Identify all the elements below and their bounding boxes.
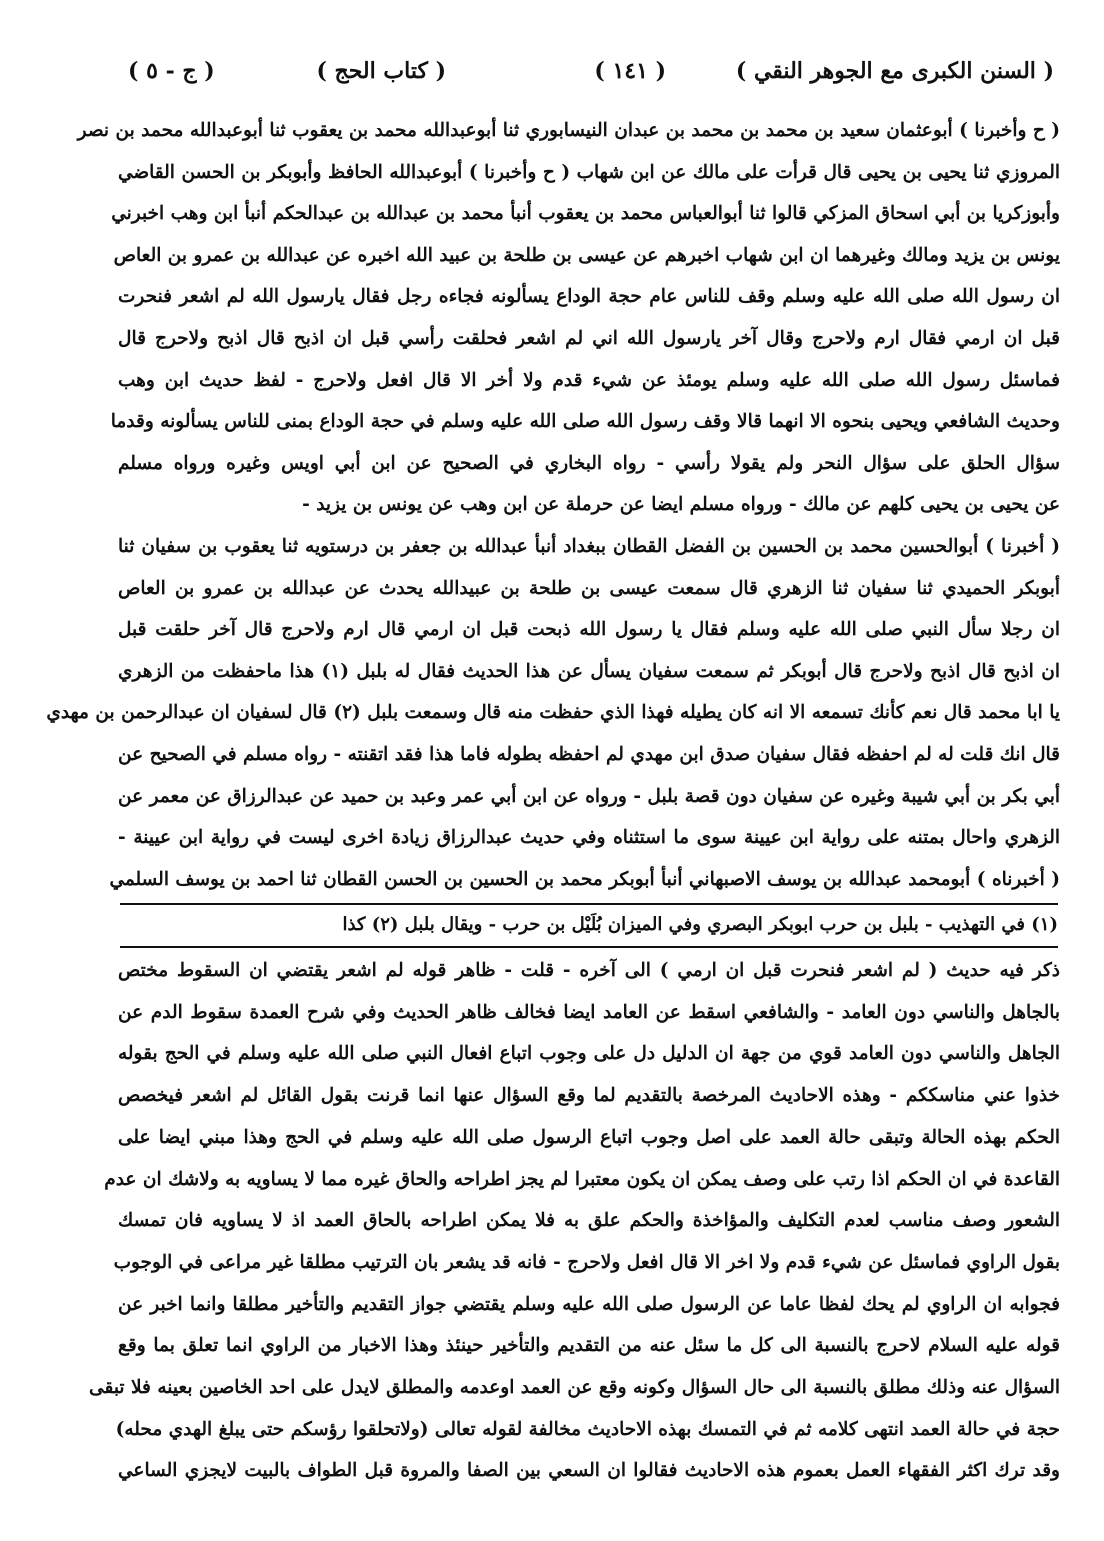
main-text-line: ان رسول الله صلى الله عليه وسلم وقف للناس عام حجة الوداع يسألونه فجاءه رجل فقال يارسول الله لم اشعر فنحرت — [118, 286, 1060, 308]
commentary-line: القاعدة في ان الحكم اذا رتب على وصف يمكن ان يكون معتبرا لم يجز اطراحه والحاق غيره مما لا يساويه به ولاشك ان عدم — [104, 1168, 1060, 1190]
main-text-line: وأبوزكريا بن أبي اسحاق المزكي قالوا ثنا أبوالعباس محمد بن يعقوب أنبأ محمد بن عبدالله بن عبدالحكم أنبأ ابن وهب اخبرني — [111, 203, 1060, 225]
commentary-line: قوله عليه السلام لاحرج بالنسبة الى كل ما سئل عنه من التقديم والتأخير حينئذ وهذا الاخبار من الراوي انما تعلق بما وقع — [118, 1335, 1060, 1357]
footnote-separator — [120, 903, 1058, 905]
main-text-line: فماسئل رسول الله صلى الله عليه وسلم يومئذ عن شيء قدم ولا أخر الا قال افعل ولاحرج - لفظ حديث ابن وهب — [118, 369, 1060, 391]
commentary-line: خذوا عني مناسككم - وهذه الاحاديث المرخصة بالتقديم لما وقع السؤال عنها انما قرنت بقول القائل لم اشعر فيخصص — [118, 1085, 1060, 1107]
main-text-line: سؤال الحلق على سؤال النحر ولم يقولا رأسي - رواه البخاري في الصحيح عن ابن أبي اويس وغيره ورواه مسلم — [118, 452, 1060, 474]
main-text-line: يا ابا محمد قال نعم كأنك تسمعه الا انه كان يطيله فهذا الذي حفظت منه قال وسمعت بلبل (٢) قال لسفيان ان عبدالرحمن بن مهدي — [46, 702, 1060, 724]
main-text-line: قبل ان ارمي فقال ارم ولاحرج وقال آخر يارسول الله اني لم اشعر فحلقت رأسي قبل ان اذبح قال اذبح ولاحرج قال — [118, 328, 1060, 349]
main-text-line: أبي بكر بن أبي شيبة وغيره عن سفيان دون قصة بلبل - ورواه عن ابن أبي عمر وعبد بن حميد عن عبدالرزاق عن معمر عن — [118, 785, 1060, 807]
main-text-line: ان رجلا سأل النبي صلى الله عليه وسلم فقال يا رسول الله ذبحت قبل ان ارمي قال ارم ولاحرج قال آخر حلقت قبل — [118, 619, 1060, 641]
main-text-line: ان اذبح قال اذبح ولاحرج قال أبوبكر ثم سمعت سفيان يسأل عن هذا الحديث فقال له بلبل (١) هذا ماحفظت من الزهري — [118, 660, 1060, 682]
commentary-line: السؤال عنه وذلك مطلق بالنسبة الى حال السؤال وكونه وقع عن العمد اوعدمه والمطلق لايدل على احد الخاصين بعينه فلا تبقى — [89, 1377, 1060, 1398]
commentary-line: الشعور وصف مناسب لعدم التكليف والمؤاخذة والحكم علق به فلا يمكن اطراحه بالحاق العمد اذ لا يساويه فان تمسك — [118, 1210, 1060, 1232]
main-text-line: يونس بن يزيد ومالك وغيرهما ان ابن شهاب اخبرهم عن عيسى بن طلحة بن عبيد الله اخبره عن عبدالله بن عمرو بن العاص — [113, 244, 1060, 266]
main-text-line: ( أخبرنا ) أبوالحسين محمد بن الحسين بن الفضل القطان ببغداد أنبأ عبدالله بن جعفر بن درستويه ثنا يعقوب بن سفيان ثنا — [118, 536, 1060, 557]
main-text-line: وحديث الشافعي ويحيى بنحوه الا انهما قالا وقف رسول الله صلى الله عليه وسلم في حجة الوداع بمنى للناس يسألونه وقدما — [110, 411, 1060, 433]
commentary-line: ذكر فيه حديث ( لم اشعر فنحرت قبل ان ارمي ) الى آخره - قلت - ظاهر قوله لم اشعر يقتضي ان السقوط مختص — [118, 960, 1060, 981]
main-text-line: الزهري واحال بمتنه على رواية ابن عيينة سوى ما استثناه وفي حديث عبدالرزاق زيادة اخرى ليست في رواية ابن عيينة - — [118, 827, 1060, 849]
commentary-line: الجاهل والناسي دون العامد قوي من جهة ان الدليل دل على وجوب اتباع افعال النبي صلى الله عليه وسلم في الحج بقوله — [118, 1043, 1060, 1065]
chapter-title: ( كتاب الحج ) — [316, 58, 446, 84]
commentary-line: بالجاهل والناسي دون العامد - والشافعي اسقط عن العامد ايضا فخالف ظاهر الحديث وفي شرح العمدة سقوط الدم عن — [118, 1001, 1060, 1023]
main-text-line: أبوبكر الحميدي ثنا سفيان ثنا الزهري قال سمعت عيسى بن طلحة بن عبيدالله يحدث عن عبدالله بن عمرو بن العاص — [118, 577, 1060, 599]
main-text-line: قال انك قلت له لم احفظه فقال سفيان صدق ابن مهدي لم احفظه بطوله فاما هذا فقد اتقنته - رواه مسلم في الصحيح عن — [118, 744, 1060, 765]
footnote: (١) في التهذيب - بلبل بن حرب ابوبكر البصري وفي الميزان بُلَيْل بن حرب - ويقال بلبل (٢) كذا — [342, 914, 1058, 935]
page-number: ( ١٤١ ) — [594, 58, 666, 84]
commentary-line: حجة في حالة العمد انتهى كلامه ثم في التمسك بهذه الاحاديث مخالفة لقوله تعالى (ولاتحلقوا رؤسكم حتى يبلغ الهدي محله) — [115, 1418, 1060, 1440]
main-text-line: ( أخبرناه ) أبومحمد عبدالله بن يوسف الاصبهاني أنبأ أبوبكر محمد بن الحسين بن الحسن القطان ثنا احمد بن يوسف السلمي — [109, 868, 1060, 890]
commentary-line: بقول الراوي فماسئل عن شيء قدم ولا اخر الا قال افعل ولاحرج - فانه قد يشعر بان الترتيب مطلقا غير مراعى في الوجوب — [113, 1251, 1060, 1273]
main-text-line: ( ح وأخبرنا ) أبوعثمان سعيد بن محمد بن محمد بن عبدان النيسابوري ثنا أبوعبدالله محمد بن يعقوب ثنا أبوعبدالله محمد بن نصر — [77, 120, 1060, 141]
main-text-line: عن يحيى بن يحيى كلهم عن مالك - ورواه مسلم ايضا عن حرملة عن ابن وهب عن يونس بن يزيد - — [302, 494, 1060, 516]
commentary-line: الحكم بهذه الحالة وتبقى حالة العمد على اصل وجوب اتباع الرسول صلى الله عليه وسلم في الحج وهذا مبني ايضا على — [118, 1126, 1060, 1148]
commentary-line: وقد ترك اكثر الفقهاء العمل بعموم هذه الاحاديث فقالوا ان السعي بين الصفا والمروة قبل الطواف بالبيت لايجزي الساعي — [118, 1460, 1060, 1482]
book-title: ( السنن الكبرى مع الجوهر النقي ) — [735, 58, 1054, 84]
commentary-line: فجوابه ان الراوي لم يحك لفظا عاما عن الرسول صلى الله عليه وسلم يقتضي جواز التقديم والتأخير مطلقا وانما اخبر عن — [118, 1293, 1060, 1315]
commentary-separator — [120, 946, 1058, 948]
main-text-line: المروزي ثنا يحيى بن يحيى قال قرأت على مالك عن ابن شهاب ( ح وأخبرنا ) أبوعبدالله الحافظ وأبوبكر بن الحسن القاضي — [118, 161, 1060, 183]
volume-number: ( ج - ٥ ) — [128, 58, 215, 84]
